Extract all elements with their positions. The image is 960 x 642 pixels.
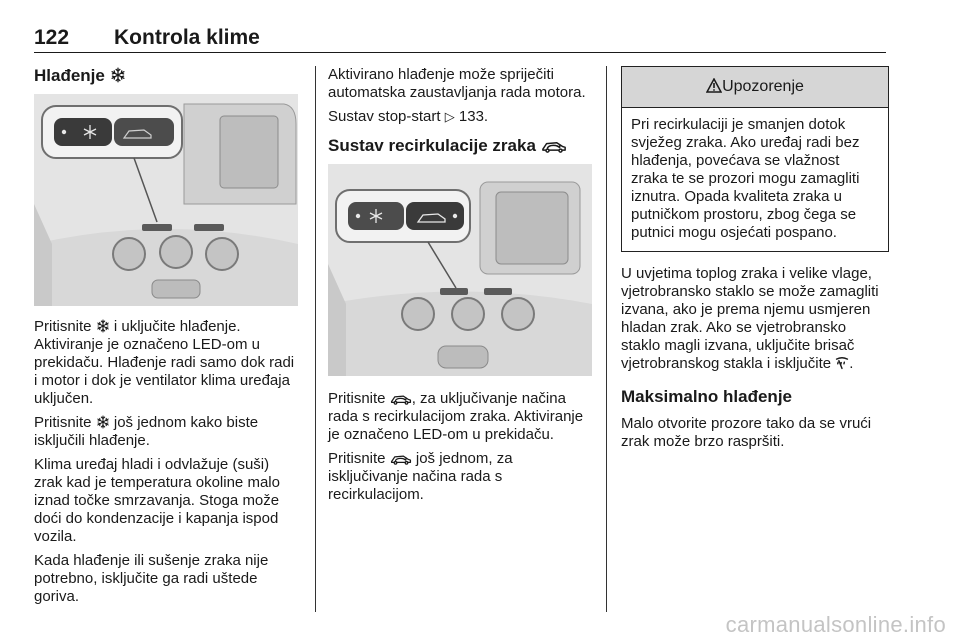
snowflake-icon [110,67,126,83]
warning-box [621,66,889,252]
page-number: 122 [34,26,70,49]
column-right [621,66,889,457]
page-reference-arrow-icon: ▷ [444,109,455,124]
watermark: carmanualsonline.info [725,612,946,637]
cooling-switch-illustration [34,94,298,306]
recirculation-switch-illustration [328,164,592,376]
cooling-paragraph-1: Pritisnite i uključite hlađenje. Aktiviranje je označeno LED-om u prekidaču. Hlađenje radi samo dok radi i motor i dok je ventilator klima uređaja uključen. [34,318,295,407]
stop-start-reference: Sustav stop-start ▷ 133. [328,108,489,125]
snowflake-icon [96,415,110,429]
warning-header [622,67,888,108]
section-heading-max-cooling: Maksimalno hlađenje [621,387,792,406]
warning-text: Pri recirkulaciji je smanjen dotok svježeg zraka. Ako uređaj radi bez hlađenja, povećava se vlažnost zraka te se prozori mogu zamagliti iznutra. Opada kvaliteta zraka u putničkom prostoru, zbog čega se putnici mogu osjećati pospano. [631,116,860,241]
warning-title: Upozorenje [722,78,804,95]
cooling-paragraph-3: Klima uređaj hladi i odvlažuje (suši) zrak kad je temperatura okoline malo iznad točke smrzavanja. Stoga može doći do kondenzacije i kapanja ispod vozila. [34,456,280,545]
windscreen-wiper-icon [835,356,849,370]
page-header [34,26,886,53]
column-divider [606,66,607,612]
cooling-paragraph-4: Kada hlađenje ili sušenje zraka nije potrebno, isključite ga radi uštede goriva. [34,552,269,605]
recirculation-paragraph-1: Pritisnite , za uključivanje načina rada s recirkulacijom zraka. Aktiviranje je označeno LED-om u prekidaču. [328,390,584,443]
air-recirculation-icon [390,392,412,405]
snowflake-icon [96,319,110,333]
max-cooling-paragraph: Malo otvorite prozore tako da se vrući zrak može brzo raspršiti. [621,415,872,450]
column-left [34,66,300,612]
section-heading-recirculation: Sustav recirkulacije zraka [328,136,592,156]
cooling-paragraph-2: Pritisnite još jednom kako biste isključili hlađenje. [34,414,259,449]
stop-start-note: Aktivirano hlađenje može spriječiti automatska zaustavljanja rada motora. [328,66,586,101]
air-recirculation-icon [541,138,567,153]
column-middle [328,66,592,510]
fog-paragraph: U uvjetima toplog zraka i velike vlage, vjetrobransko staklo se može zamagliti izvana, ako je prema njemu usmjeren hladan zrak. Ako se vjetrobransko staklo magli izvana, uključite brisač vjetrobranskog stakla i isključite . [621,265,879,372]
warning-triangle-icon [706,78,722,93]
air-recirculation-icon [390,452,412,465]
column-divider [315,66,316,612]
chapter-title: Kontrola klime [114,26,260,49]
recirculation-paragraph-2: Pritisnite još jednom, za isključivanje načina rada s recirkulacijom. [328,450,513,503]
page-reference-number: 133 [458,108,484,125]
section-heading-cooling: Hlađenje [34,66,300,86]
